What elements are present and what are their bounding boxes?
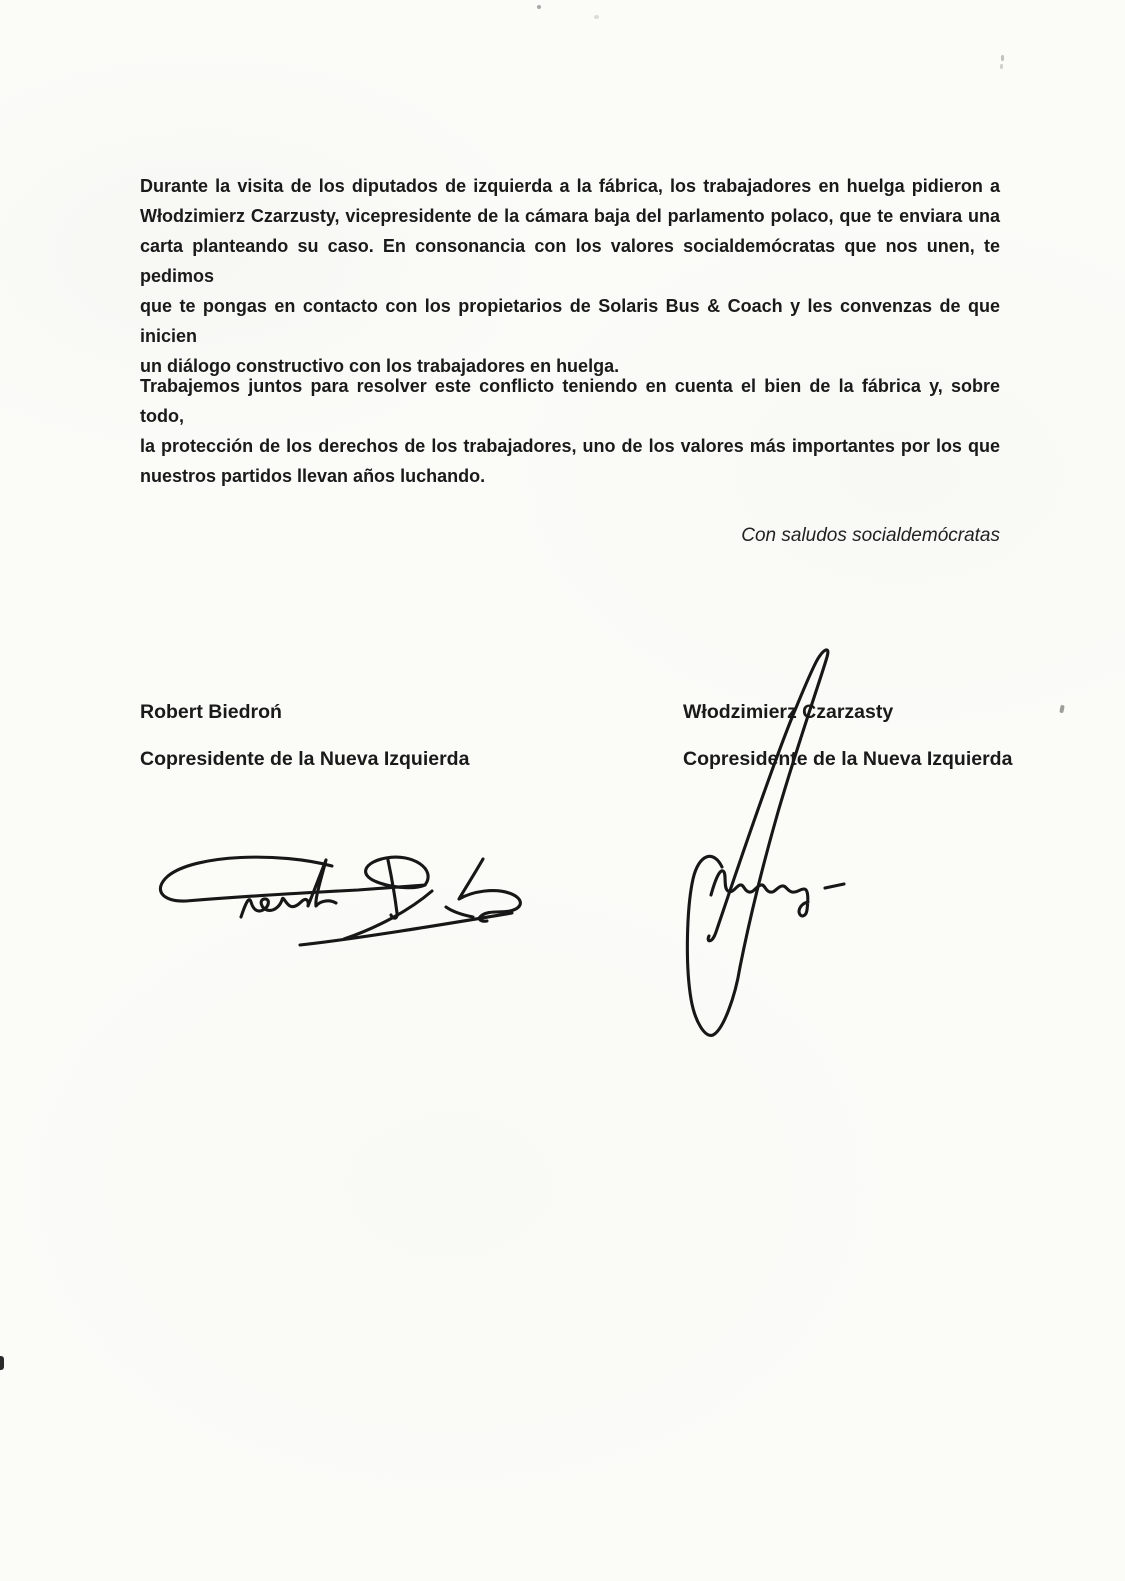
paragraph-1-line-3: carta planteando su caso. En consonancia con los valores socialdemócratas que nos unen, te pedimos	[140, 236, 1000, 286]
paragraph-2-line-1: Trabajemos juntos para resolver este conflicto teniendo en cuenta el bien de la fábrica y, sobre todo,	[140, 376, 1000, 426]
closing-salutation: Con saludos socialdemócratas	[741, 525, 1000, 546]
paragraph-1-line-4: que te pongas en contacto con los propietarios de Solaris Bus & Coach y les convenzas de que inicien	[140, 296, 1000, 346]
paragraph-1-line-1: Durante la visita de los diputados de izquierda a la fábrica, los trabajadores en huelga pidieron a	[140, 176, 1000, 196]
scan-edge-mark	[0, 1356, 4, 1370]
paragraph-2	[140, 371, 1000, 491]
scan-speck	[537, 5, 541, 9]
paragraph-2-line-2: la protección de los derechos de los trabajadores, uno de los valores más importantes por los que	[140, 436, 1000, 456]
signatory-name-right: Włodzimierz Czarzasty	[683, 701, 894, 723]
paragraph-1	[140, 171, 1000, 381]
paragraph-1-line-5: un diálogo constructivo con los trabajadores en huelga.	[140, 356, 620, 376]
scan-speck	[1001, 55, 1004, 61]
signatory-name-left: Robert Biedroń	[140, 701, 282, 723]
scan-speck	[1000, 64, 1003, 69]
signatory-title-right: Copresidente de la Nueva Izquierda	[683, 748, 1013, 770]
paragraph-2-line-3: nuestros partidos llevan años luchando.	[140, 466, 486, 486]
signature-robert-biedron-ink	[140, 835, 550, 965]
scan-speck	[594, 15, 599, 19]
paragraph-1-line-2: Włodzimierz Czarzusty, vicepresidente de la cámara baja del parlamento polaco, que te enviara una	[140, 206, 1000, 226]
signatory-title-left: Copresidente de la Nueva Izquierda	[140, 748, 470, 770]
scan-speck	[1059, 705, 1065, 714]
signature-wlodzimierz-czarzasty-ink	[680, 638, 855, 1048]
